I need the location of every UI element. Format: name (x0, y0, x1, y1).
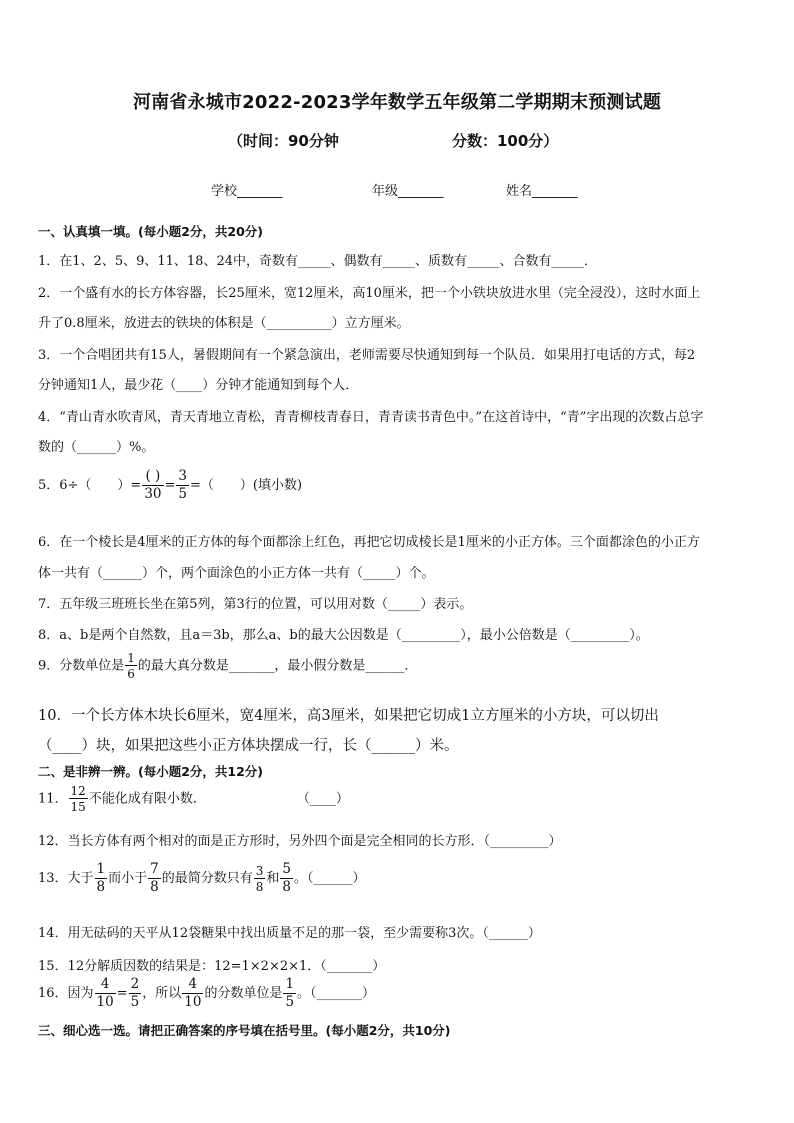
question-3-line-1: 3．一个合唱团共有15人，暑假期间有一个紧急演出，老师需要尽快通知到每一个队员．如果用打电话的方式，每2 (38, 348, 696, 363)
question-5 (38, 470, 302, 501)
question-7: 7．五年级三班班长坐在第5列，第3行的位置，可以用对数（_____）表示。 (38, 597, 473, 612)
fraction-5-8 (280, 863, 293, 894)
name-field: 姓名_______ (506, 184, 578, 199)
question-3-line-2: 分钟通知1人，最少花（____）分钟才能通知到每个人． (38, 378, 359, 393)
fraction-numerator: 3 (178, 468, 188, 484)
fraction-denominator: 6 (127, 667, 135, 681)
fraction-numerator: 2 (130, 976, 140, 992)
equals-sign: = (116, 986, 128, 1001)
question-13-text: 和 (266, 871, 280, 886)
fraction-blank-over-30 (142, 470, 163, 501)
fraction-numerator: 7 (150, 861, 159, 877)
fraction-denominator: 8 (255, 879, 264, 894)
grade-field: 年级_______ (372, 184, 444, 199)
fraction-numerator: 3 (255, 863, 264, 878)
fraction-denominator: 10 (96, 993, 114, 1010)
fraction-numerator: 1 (96, 861, 106, 877)
page-title: 河南省永城市2022-2023学年数学五年级第二学期期末预测试题 (132, 92, 662, 113)
fraction-numerator: 12 (70, 784, 86, 798)
question-16-prefix: 16．因为 (38, 986, 94, 1001)
fraction-1-8 (95, 863, 108, 894)
question-10-line-2: （____）块，如果把这些小正方体块摆成一行，长（______）米。 (38, 738, 459, 754)
question-10-line-1: 10．一个长方体木块长6厘米，宽4厘米，高3厘米，如果把它切成1立方厘米的小方块，可以切出 (38, 708, 659, 724)
question-4-line-1: 4．“青山青水吹青风，青天青地立青松，青青柳枝青春日，青青读书青色中。”在这首诗中，“青”字出现的次数占总字 (38, 410, 704, 425)
question-16 (38, 978, 375, 1009)
fraction-4-10 (95, 978, 116, 1009)
question-2-line-1: 2．一个盛有水的长方体容器，长25厘米，宽12厘米，高10厘米，把一个小铁块放进水里（完全浸没），这时水面上 (38, 286, 701, 301)
equals-sign: = (164, 478, 176, 493)
fraction-12-15 (69, 785, 88, 813)
school-field: 学校_______ (211, 184, 283, 199)
question-11 (38, 785, 349, 813)
exam-score: 分数：100分） (452, 132, 559, 150)
section-2-heading: 二、是非辨一辨。(每小题2分，共12分) (38, 764, 264, 779)
question-9-prefix: 9．分数单位是 (38, 658, 125, 674)
fraction-denominator: 30 (144, 485, 162, 502)
question-16-text: ，所以 (142, 986, 182, 1001)
exam-time: （时间：90分钟 (228, 132, 339, 150)
fraction-2-5 (129, 978, 142, 1009)
question-4-line-2: 数的（______）%。 (38, 440, 155, 455)
fraction-1-6 (125, 652, 137, 680)
fraction-denominator: 10 (184, 993, 202, 1010)
fraction-denominator: 8 (96, 878, 106, 895)
question-15: 15．12分解质因数的结果是：12=1×2×2×1．（_______） (38, 959, 386, 974)
question-5-suffix: =（ ）(填小数) (190, 478, 303, 493)
question-13-prefix: 13．大于 (38, 871, 94, 886)
question-13-text: 的最简分数只有 (161, 871, 253, 886)
fraction-numerator: 5 (282, 861, 292, 877)
fraction-denominator: 5 (178, 485, 188, 502)
question-11-prefix: 11． (38, 791, 68, 807)
fraction-numerator: 1 (285, 976, 295, 992)
fraction-numerator: ( ) (142, 470, 163, 486)
fraction-denominator: 5 (285, 993, 295, 1010)
question-13 (38, 863, 366, 894)
section-3-heading: 三、细心选一选。请把正确答案的序号填在括号里。(每小题2分，共10分) (38, 1023, 451, 1038)
fraction-7-8 (148, 863, 161, 894)
fraction-4-10 (182, 978, 203, 1009)
question-11-suffix: 不能化成有限小数． （____） (88, 791, 349, 807)
question-16-suffix: 。（_______） (297, 986, 376, 1001)
question-6-line-1: 6．在一个棱长是4厘米的正方体的每个面都涂上红色，再把它切成棱长是1厘米的小正方体。三个面都涂色的小正方 (38, 535, 700, 550)
question-9-suffix: 的最大真分数是_______，最小假分数是______． (137, 658, 418, 674)
fraction-denominator: 5 (130, 993, 140, 1010)
section-1-heading: 一、认真填一填。(每小题2分，共20分) (38, 224, 264, 239)
question-14: 14．用无砝码的天平从12袋糖果中找出质量不足的那一袋，至少需要称3次。（______） (38, 926, 541, 941)
question-12: 12．当长方体有两个相对的面是正方形时，另外四个面是完全相同的长方形．（_________） (38, 834, 562, 849)
fraction-1-5 (283, 978, 296, 1009)
fraction-denominator: 8 (282, 878, 292, 895)
question-9 (38, 652, 417, 680)
fraction-numerator: 4 (182, 978, 203, 994)
fraction-denominator: 15 (70, 800, 86, 814)
question-13-suffix: 。（______） (294, 871, 366, 886)
question-16-text: 的分数单位是 (204, 986, 283, 1001)
fraction-3-5 (176, 470, 189, 501)
question-8: 8．a、b是两个自然数，且a＝3b，那么a、b的最大公因数是（_________），最小公倍数是（_________）。 (38, 628, 649, 643)
question-5-prefix: 5．6÷（ ）= (38, 478, 142, 493)
fraction-3-8 (254, 865, 266, 893)
fraction-denominator: 8 (150, 878, 159, 895)
fraction-numerator: 4 (95, 978, 116, 994)
question-13-text: 而小于 (108, 871, 148, 886)
question-2-line-2: 升了0.8厘米，放进去的铁块的体积是（__________）立方厘米。 (38, 316, 410, 331)
question-6-line-2: 体一共有（______）个，两个面涂色的小正方体一共有（_____）个。 (38, 566, 435, 581)
fraction-numerator: 1 (127, 651, 135, 665)
question-1: 1．在1、2、5、9、11、18、24中，奇数有_____、偶数有_____、质数有_____、合数有_____． (38, 254, 597, 269)
